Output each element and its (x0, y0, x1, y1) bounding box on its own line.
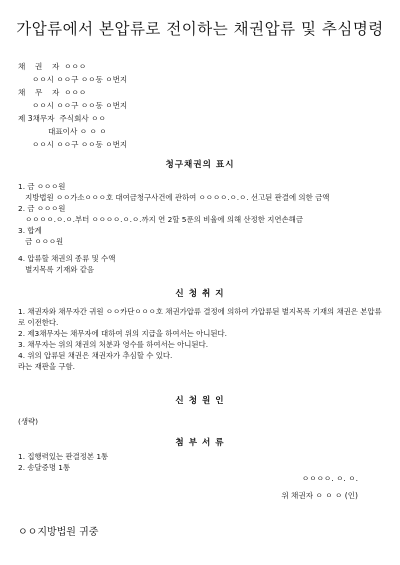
claim-item: 지방법원 ㅇㅇ가소ㅇㅇㅇ호 대여금청구사건에 관하여 ㅇㅇㅇㅇ.ㅇ.ㅇ. 선고된 판결에 의한 금액 (18, 193, 330, 202)
creditor-label: 채 권 자 (18, 62, 60, 71)
third-debtor-name: 주식회사 ㅇㅇ (59, 114, 106, 123)
attachment-item: 2. 송달증명 1통 (18, 463, 71, 472)
claim-item: 3. 합계 (18, 226, 42, 235)
debtor-label: 채 무 자 (18, 88, 60, 97)
third-debtor-label: 제 3채무자 (18, 114, 55, 123)
purpose-heading: 신 청 취 지 (175, 289, 225, 299)
reason-body: (생략) (18, 417, 39, 426)
claim-item: 금 ㅇㅇㅇ원 (18, 237, 64, 246)
debtor-address: ㅇㅇ시 ㅇㅇ구 ㅇㅇ동 ㅇ번지 (32, 101, 128, 110)
claim-item: ㅇㅇㅇㅇ.ㅇ.ㅇ.부터 ㅇㅇㅇㅇ.ㅇ.ㅇ.까지 연 2할 5푼의 비율에 의해 산정한 지연손해금 (18, 215, 303, 224)
creditor-name: ㅇㅇㅇ (64, 62, 87, 71)
purpose-item: 1. 채권자와 채무자간 귀원 ㅇㅇ카단ㅇㅇㅇ호 채권가압류 결정에 의하여 가압류된 별지목록 기재의 채권은 본압류로 이전한다. (18, 307, 382, 327)
claim-item: 별지목록 기재와 같음 (18, 265, 95, 274)
parties-block (18, 60, 127, 151)
purpose-item: 2. 제3채무자는 채무자에 대하여 위의 지급을 하여서는 아니된다. (18, 329, 228, 338)
third-debtor-line (18, 112, 127, 125)
signature-date: ㅇㅇㅇㅇ. ㅇ. ㅇ. (301, 474, 358, 483)
document-title: 가압류에서 본압류로 전이하는 채권압류 및 추심명령 (16, 20, 384, 38)
claim-item: 1. 금 ㅇㅇㅇ원 (18, 182, 66, 191)
debtor-line (18, 86, 127, 99)
attachment-item: 1. 집행력있는 판결정본 1통 (18, 452, 109, 461)
court-addressee: ㅇㅇ지방법원 귀중 (18, 527, 99, 538)
third-debtor-representative: 대표이사 ㅇ ㅇ ㅇ (48, 127, 107, 136)
reason-heading: 신 청 원 인 (175, 396, 225, 406)
creditor-address: ㅇㅇ시 ㅇㅇ구 ㅇㅇ동 ㅇ번지 (32, 75, 128, 84)
claim-item: 2. 금 ㅇㅇㅇ원 (18, 204, 66, 213)
purpose-body (18, 306, 388, 372)
purpose-item: 4. 위의 압류된 채권은 채권자가 추심할 수 있다. (18, 351, 173, 360)
claim-section-body (18, 181, 388, 275)
signature-signer: 위 채권자 ㅇ ㅇ ㅇ (인) (281, 491, 358, 500)
creditor-line (18, 60, 127, 73)
debtor-name: ㅇㅇㅇ (64, 88, 87, 97)
signature-block (281, 470, 358, 504)
purpose-item: 3. 채무자는 위의 채권의 처분과 영수를 하여서는 아니된다. (18, 340, 209, 349)
attachments-heading: 첨 부 서 류 (175, 438, 225, 448)
purpose-item: 라는 재판을 구함. (18, 362, 76, 371)
third-debtor-address: ㅇㅇ시 ㅇㅇ구 ㅇㅇ동 ㅇ번지 (32, 140, 128, 149)
claim-item: 4. 압류할 채권의 종류 및 수액 (18, 254, 116, 263)
claim-section-heading: 청구채권의 표시 (165, 160, 235, 170)
